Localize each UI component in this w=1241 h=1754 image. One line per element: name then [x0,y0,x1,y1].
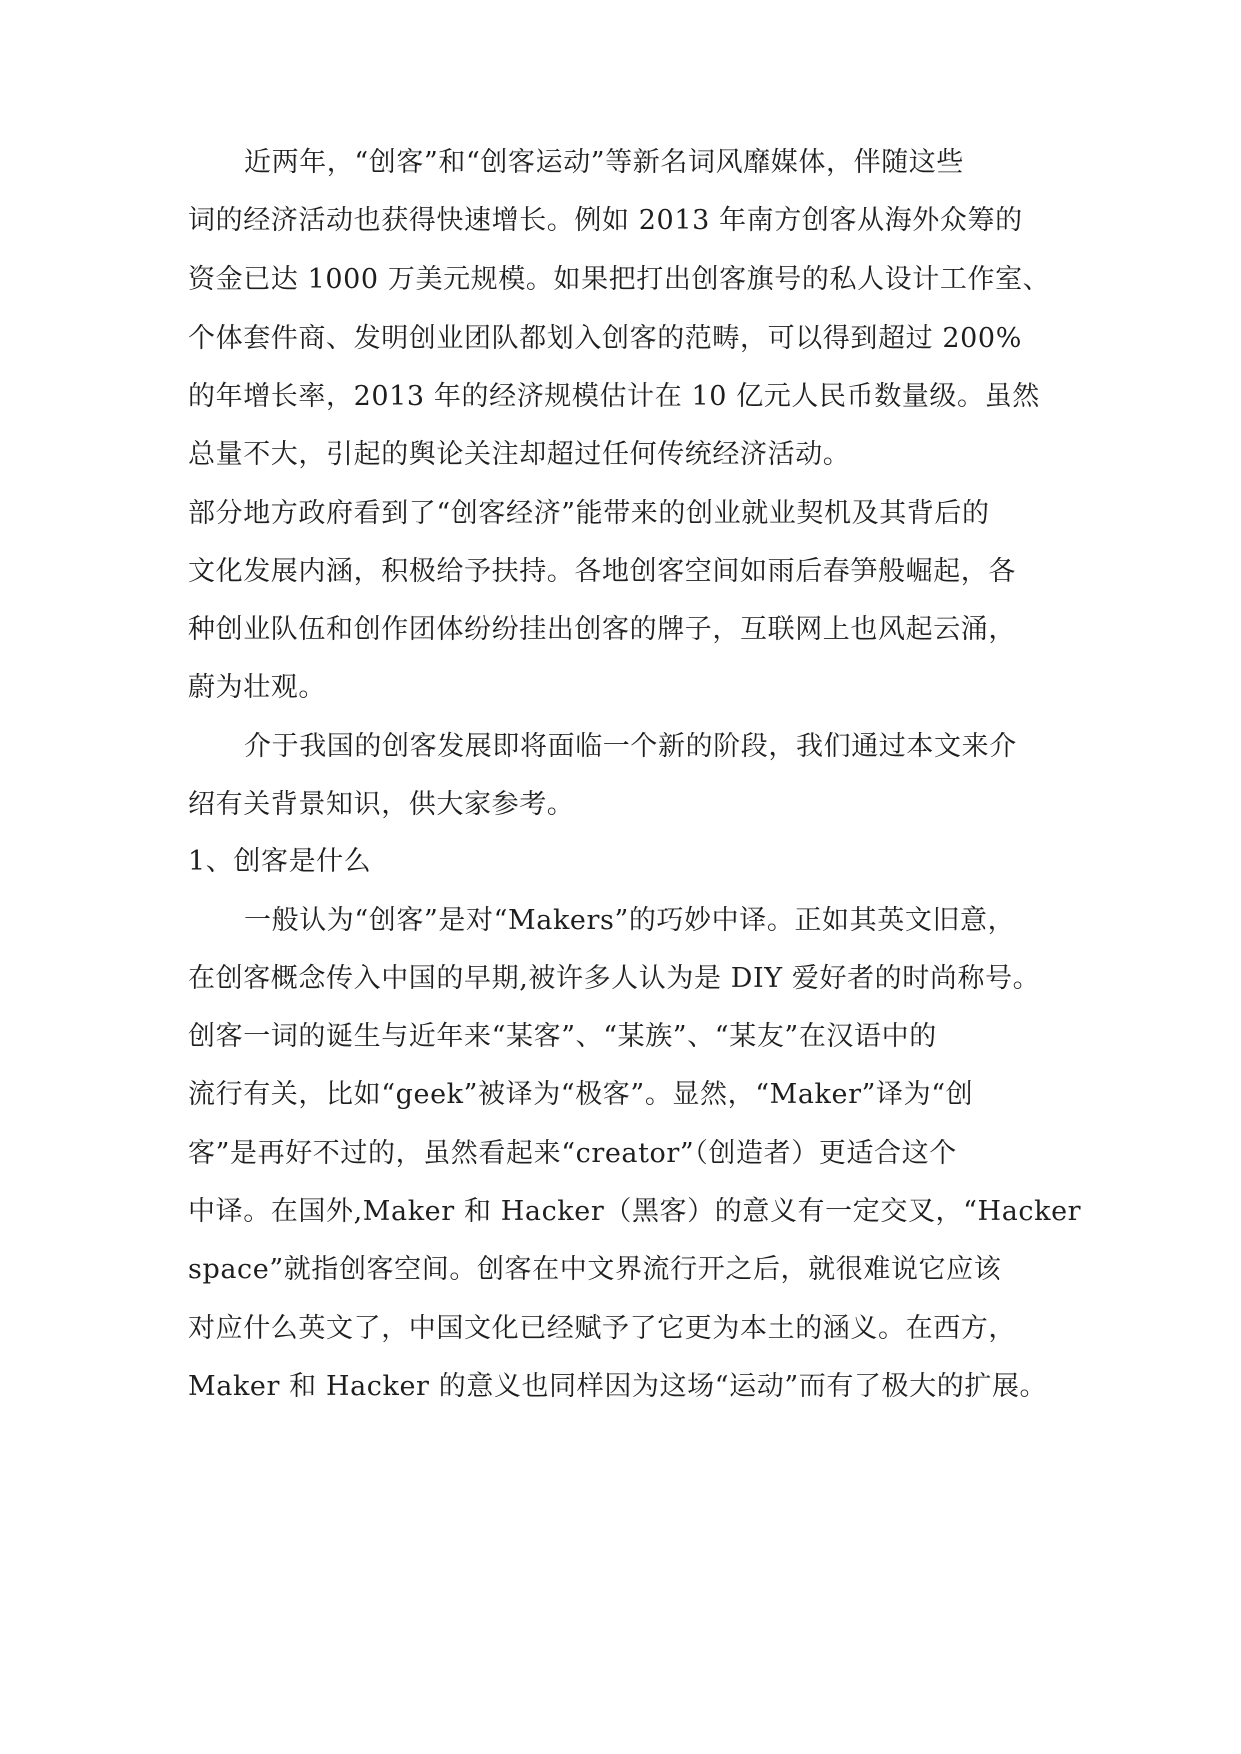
text-line: 个体套件商、发明创业团队都划入创客的范畴，可以得到超过 200% [188,323,1022,354]
text-line: 中译。在国外,Maker 和 Hacker（黑客）的意义有一定交叉，“Hacker [188,1196,1082,1227]
text-line: 总量不大，引起的舆论关注却超过任何传统经济活动。 [188,439,851,470]
text-line: 的年增长率，2013 年的经济规模估计在 10 亿元人民币数量级。虽然 [188,381,1040,412]
text-line: 一般认为“创客”是对“Makers”的巧妙中译。正如其英文旧意， [244,905,1016,936]
text-line: Maker 和 Hacker 的意义也同样因为这场“运动”而有了极大的扩展。 [188,1371,1048,1402]
text-line: 蔚为壮观。 [188,672,326,703]
text-line: 在创客概念传入中国的早期,被许多人认为是 DIY 爱好者的时尚称号。 [188,963,1041,994]
text-line: 流行有关，比如“geek”被译为“极客”。显然，“Maker”译为“创 [188,1079,974,1110]
text-line: 创客一词的诞生与近年来“某客”、“某族”、“某友”在汉语中的 [188,1021,937,1052]
text-line: 种创业队伍和创作团体纷纷挂出创客的牌子，互联网上也风起云涌， [188,614,1016,645]
text-line: 介于我国的创客发展即将面临一个新的阶段，我们通过本文来介 [244,731,1017,762]
text-line: 近两年，“创客”和“创客运动”等新名词风靡媒体，伴随这些 [244,147,965,178]
text-line: 部分地方政府看到了“创客经济”能带来的创业就业契机及其背后的 [188,498,990,529]
text-line: 资金已达 1000 万美元规模。如果把打出创客旗号的私人设计工作室、 [188,264,1051,295]
text-line: 客”是再好不过的，虽然看起来“creator”（创造者）更适合这个 [188,1138,957,1169]
text-line: 绍有关背景知识，供大家参考。 [188,789,575,820]
text-line: space”就指创客空间。创客在中文界流行开之后，就很难说它应该 [188,1254,1002,1285]
section-heading: 1、创客是什么 [188,846,372,877]
text-line: 文化发展内涵，积极给予扶持。各地创客空间如雨后春笋般崛起，各 [188,556,1016,587]
text-line: 词的经济活动也获得快速增长。例如 2013 年南方创客从海外众筹的 [188,205,1023,236]
text-line: 对应什么英文了，中国文化已经赋予了它更为本土的涵义。在西方， [188,1313,1016,1344]
